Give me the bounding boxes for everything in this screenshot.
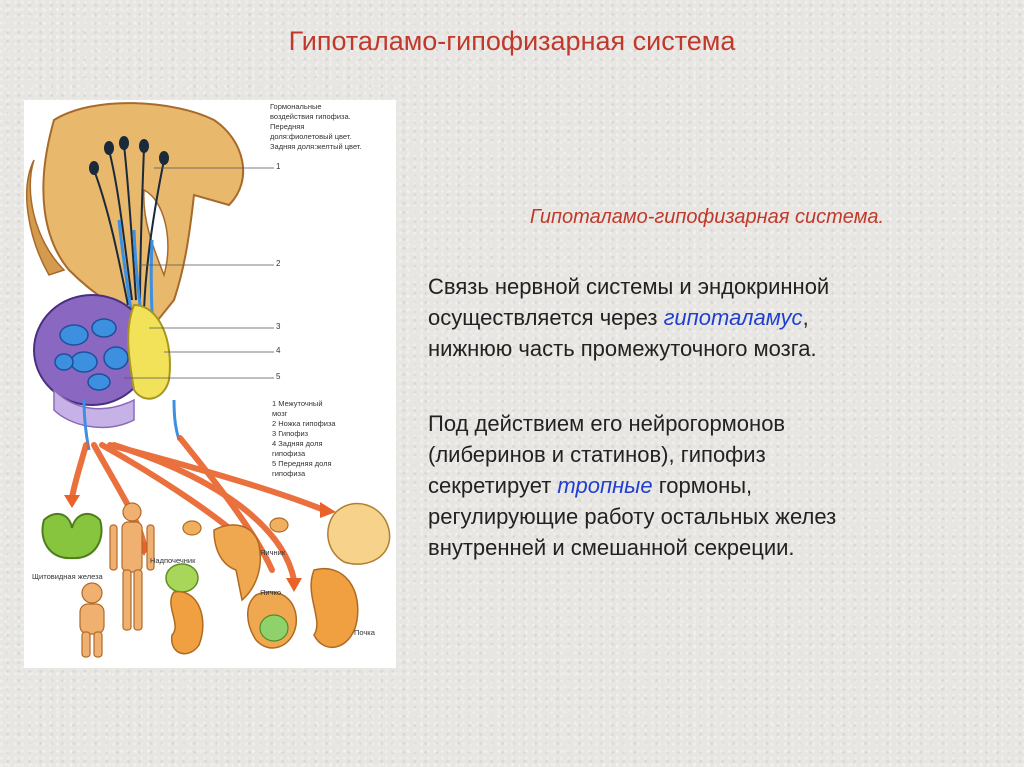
legend-top-line: воздействия гипофиза. bbox=[270, 112, 351, 121]
text-span: , bbox=[802, 305, 809, 330]
uterus bbox=[214, 525, 260, 600]
kidney-right bbox=[311, 569, 358, 648]
figure-number-3: 3 bbox=[276, 322, 281, 331]
text-line bbox=[428, 501, 1008, 532]
legend-bottom-line: 3 Гипофиз bbox=[272, 429, 309, 438]
label-testis: Яичко bbox=[260, 588, 282, 597]
legend-bottom-line: гипофиза bbox=[272, 469, 306, 478]
figure-legend-top bbox=[270, 102, 394, 152]
text-line bbox=[428, 408, 1008, 439]
figure-number-4: 4 bbox=[276, 346, 281, 355]
legend-bottom-line: 4 Задняя доля bbox=[272, 439, 323, 448]
kidney-left bbox=[171, 592, 203, 654]
label-kidney: Почка bbox=[354, 628, 375, 637]
text-line bbox=[428, 470, 1008, 501]
text-span: секретирует bbox=[428, 473, 558, 498]
slide-title: Гипоталамо-гипофизарная система bbox=[288, 26, 736, 56]
legend-bottom-line: мозг bbox=[272, 409, 288, 418]
legend-bottom-line: 1 Межуточный bbox=[272, 399, 323, 408]
text-span: регулирующие работу остальных желез bbox=[428, 504, 837, 529]
legend-top-line: доля:фиолетовый цвет. bbox=[270, 132, 352, 141]
text-line bbox=[428, 302, 1008, 333]
text-span: (либеринов и статинов), гипофиз bbox=[428, 442, 766, 467]
label-thyroid: Щитовидная железа bbox=[32, 572, 103, 581]
testis-inner bbox=[260, 615, 288, 641]
legend-top-line: Гормональные bbox=[270, 102, 322, 111]
text-line bbox=[428, 333, 1008, 364]
paragraph-neurohormones bbox=[428, 408, 1008, 563]
figure-number-1: 1 bbox=[276, 162, 281, 171]
hypothalamic-pituitary-figure bbox=[24, 100, 396, 668]
legend-bottom-line: 2 Ножка гипофиза bbox=[272, 419, 336, 428]
text-span: нижнюю часть промежуточного мозга. bbox=[428, 336, 817, 361]
adrenal-gland bbox=[166, 564, 198, 592]
figure-number-2: 2 bbox=[276, 259, 281, 268]
text-line bbox=[428, 532, 1008, 563]
text-span: Под действием его нейрогормонов bbox=[428, 411, 786, 436]
adrenal-right bbox=[328, 504, 390, 565]
label-ovary: Яичник bbox=[260, 548, 286, 557]
legend-top-line: Передняя bbox=[270, 122, 305, 131]
figure-number-5: 5 bbox=[276, 372, 281, 381]
thyroid-gland bbox=[42, 514, 101, 558]
text-span: гормоны, bbox=[652, 473, 753, 498]
text-line bbox=[428, 439, 1008, 470]
posterior-lobe bbox=[128, 305, 170, 399]
paragraph-nervous-link bbox=[428, 271, 1008, 364]
text-span: осуществляется через bbox=[428, 305, 664, 330]
highlight-hypothalamus: гипоталамус bbox=[663, 305, 803, 330]
anatomy-illustration bbox=[24, 100, 396, 668]
slide-subtitle: Гипоталамо-гипофизарная система. bbox=[529, 206, 885, 228]
text-span: Связь нервной системы и эндокринной bbox=[428, 274, 830, 299]
legend-bottom-line: гипофиза bbox=[272, 449, 306, 458]
label-adrenal: Надпочечник bbox=[150, 556, 196, 565]
human-figure-adult bbox=[110, 503, 154, 630]
legend-bottom-line: 5 Передняя доля bbox=[272, 459, 332, 468]
ovary bbox=[183, 521, 201, 535]
figure-legend-bottom bbox=[272, 399, 392, 479]
brain-region bbox=[43, 103, 243, 325]
text-line bbox=[428, 271, 1008, 302]
text-span: внутренней и смешанной секреции. bbox=[428, 535, 795, 560]
human-figure-child bbox=[80, 583, 104, 657]
ovary-right bbox=[270, 518, 288, 532]
legend-top-line: Задняя доля:желтый цвет. bbox=[270, 142, 362, 151]
highlight-tropic: тропные bbox=[557, 473, 653, 498]
